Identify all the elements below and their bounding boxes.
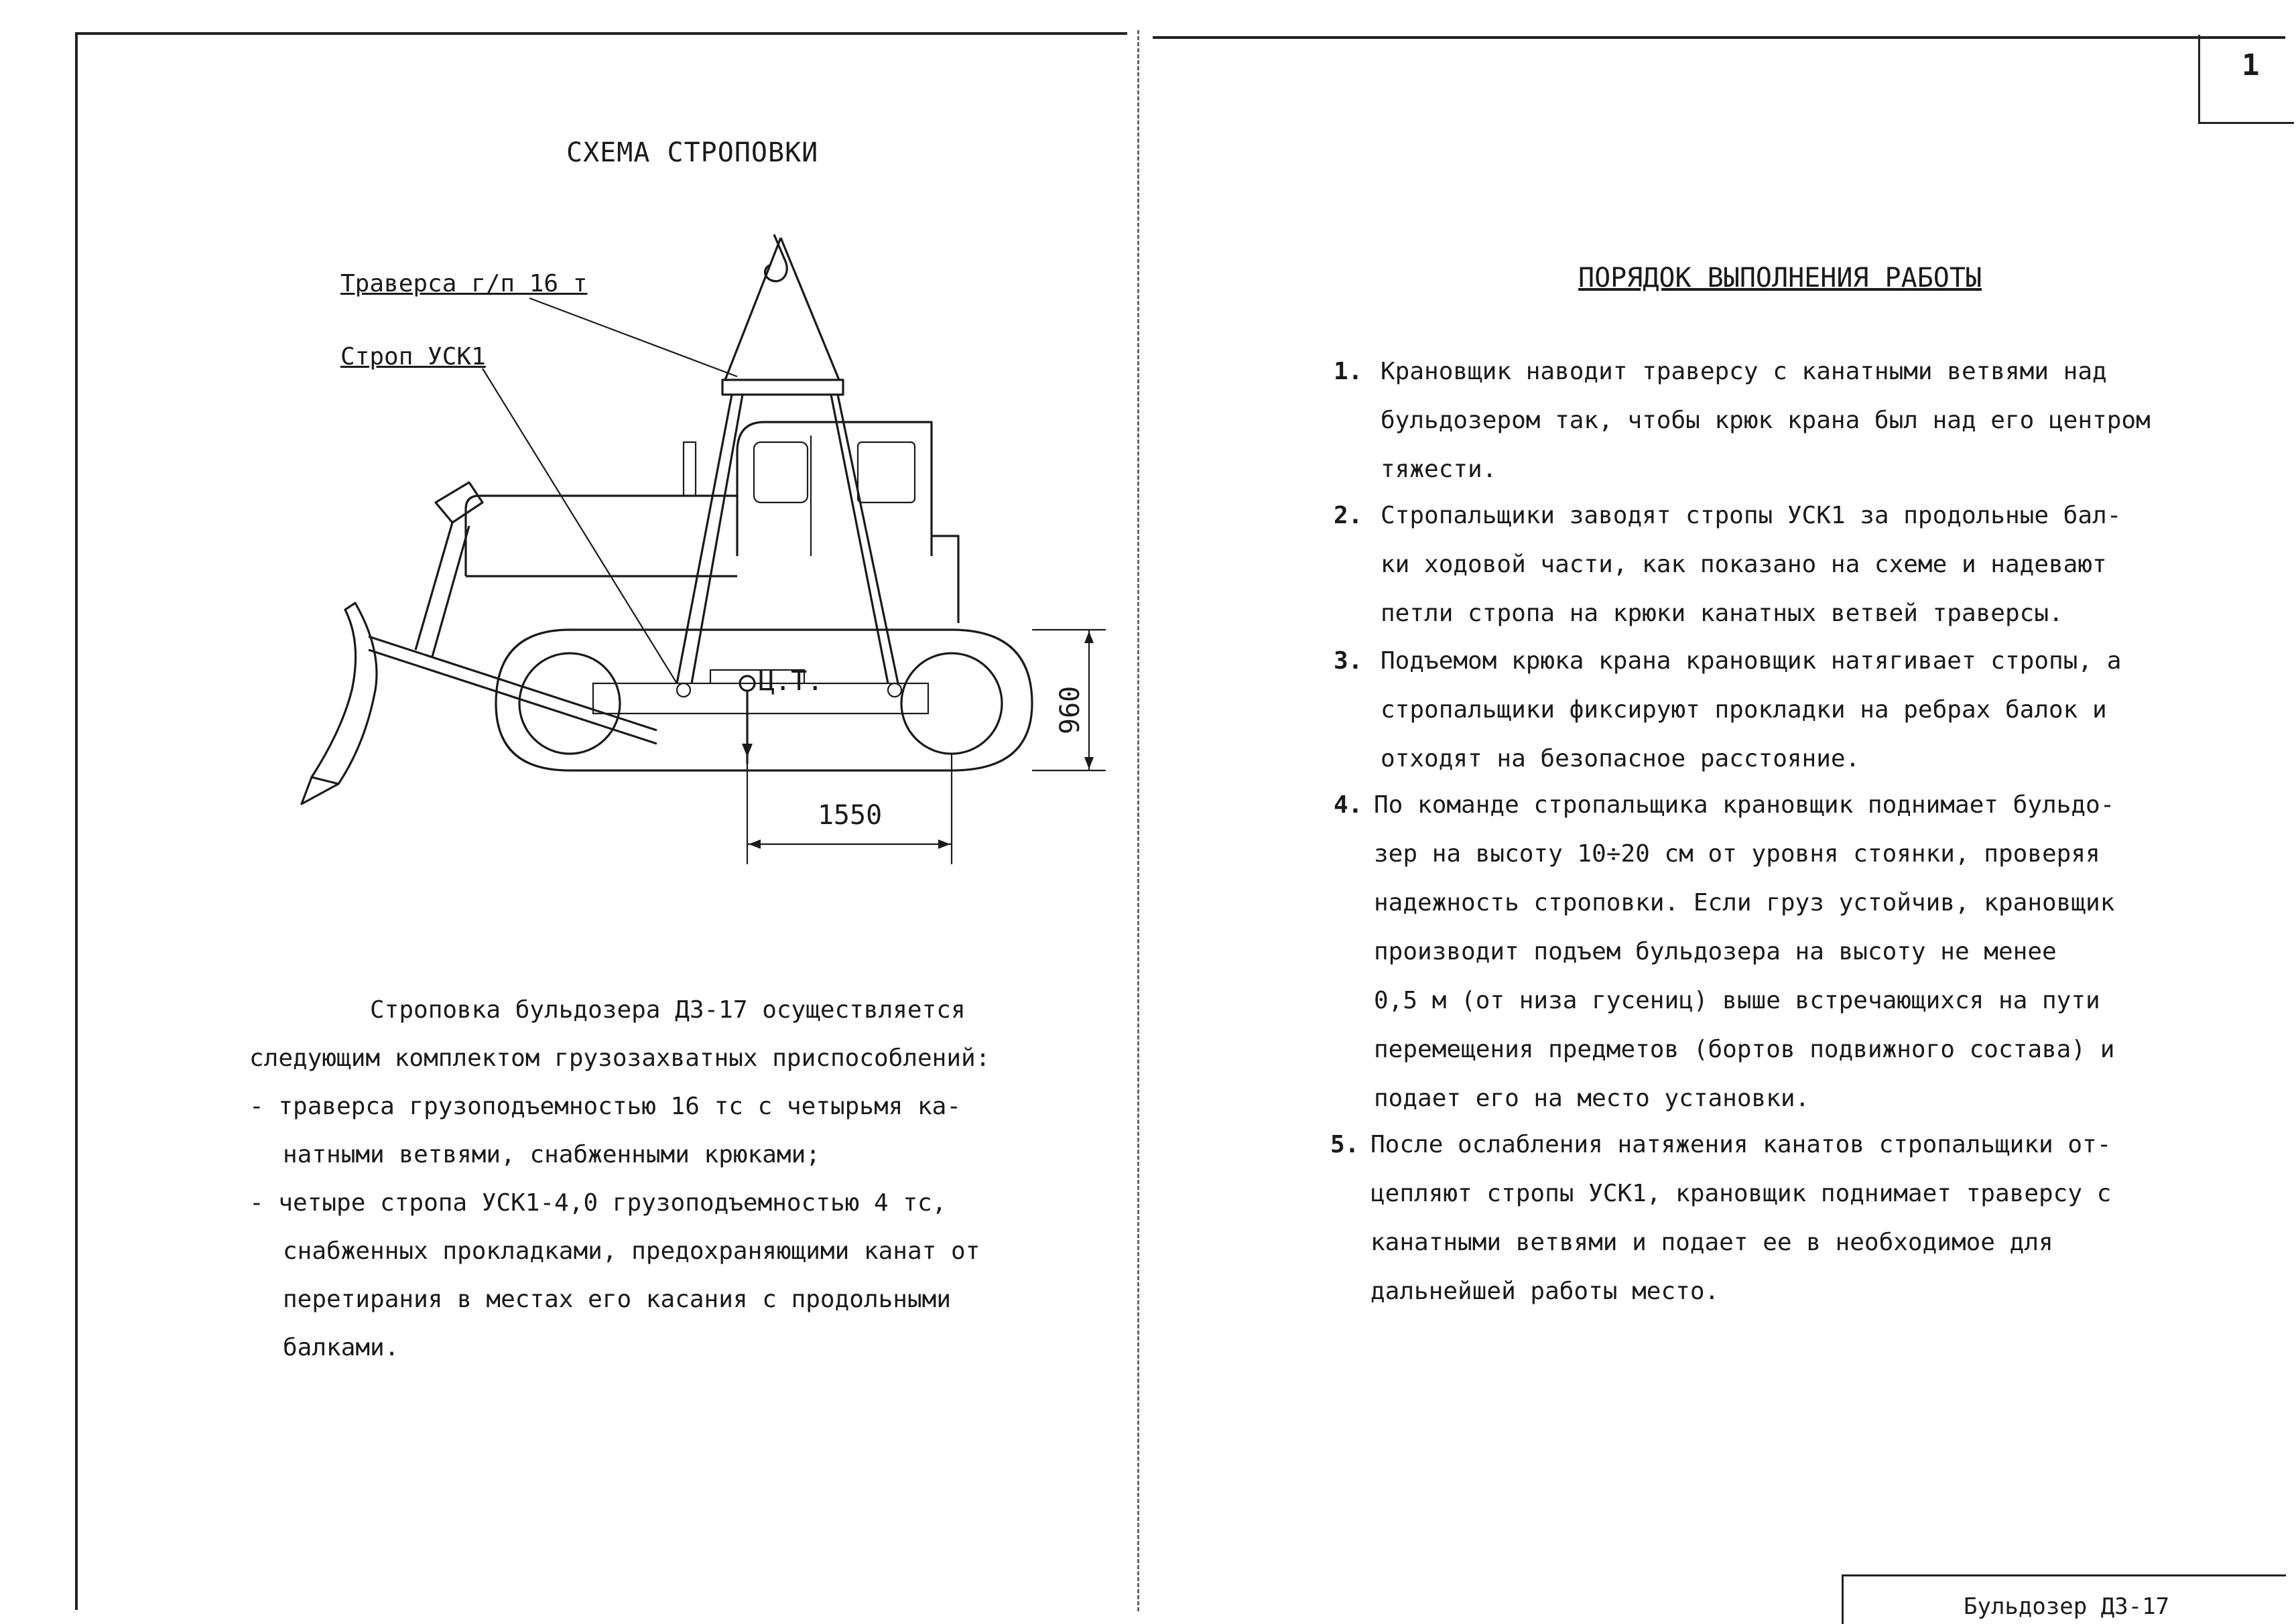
frame-top-left bbox=[75, 32, 1127, 35]
step-4 bbox=[1334, 781, 2114, 1123]
step-line: надежность строповки. Если груз устойчив, крановщик bbox=[1374, 889, 2115, 917]
step-line: Стропальщики заводят стропы УСК1 за продольные бал- bbox=[1381, 502, 2122, 529]
step-number: 2. bbox=[1334, 502, 1363, 529]
description-line: - четыре стропа УСК1-4,0 грузоподъемностью 4 тс, bbox=[249, 1189, 947, 1217]
step-line: После ослабления натяжения канатов стропальщики от- bbox=[1370, 1131, 2112, 1158]
section-title: ПОРЯДОК ВЫПОЛНЕНИЯ РАБОТЫ bbox=[1578, 263, 1982, 293]
step-line: производит подъем бульдозера на высоту не менее bbox=[1374, 938, 2057, 965]
description-line: - траверса грузоподъемностью 16 тс с четырьмя ка- bbox=[249, 1093, 962, 1120]
step-2 bbox=[1334, 491, 2121, 638]
step-line: Крановщик наводит траверсу с канатными ветвями над bbox=[1381, 358, 2107, 385]
footer-label: Бульдозер ДЗ-17 bbox=[1964, 1593, 2170, 1620]
cg-label: Ц.Т. bbox=[759, 666, 824, 697]
traverse-label: Траверса г/п 16 т bbox=[340, 270, 588, 297]
step-line: перемещения предметов (бортов подвижного состава) и bbox=[1374, 1036, 2115, 1063]
step-line: петли стропа на крюки канатных ветвей траверсы. bbox=[1381, 600, 2063, 627]
frame-top-right bbox=[1153, 36, 2285, 39]
description-line: снабженных прокладками, предохраняющими канат от bbox=[283, 1237, 980, 1265]
diagram-title: СХЕМА СТРОПОВКИ bbox=[566, 137, 819, 168]
step-line: По команде стропальщика крановщик поднимает бульдо- bbox=[1374, 791, 2115, 819]
frame-left bbox=[75, 32, 78, 1610]
step-number: 1. bbox=[1334, 358, 1363, 385]
height-dimension: 960 bbox=[1055, 685, 1086, 735]
step-line: Подъемом крюка крана крановщик натягивает стропы, а bbox=[1381, 647, 2122, 675]
step-line: зер на высоту 10÷20 см от уровня стоянки, проверяя bbox=[1374, 840, 2100, 868]
bulldozer-slinging-diagram bbox=[281, 221, 1126, 878]
page-fold-line bbox=[1137, 30, 1139, 1611]
sling-label: Строп УСК1 bbox=[340, 343, 486, 370]
description-line: Строповка бульдозера ДЗ-17 осуществляется bbox=[370, 996, 966, 1024]
step-number: 5. bbox=[1330, 1131, 1360, 1158]
step-line: канатными ветвями и подает ее в необходимое для bbox=[1370, 1229, 2053, 1256]
description-paragraph bbox=[249, 986, 990, 1372]
step-3 bbox=[1334, 636, 2121, 783]
step-1 bbox=[1334, 347, 2151, 494]
length-dimension: 1550 bbox=[817, 800, 883, 831]
description-line: натными ветвями, снабженными крюками; bbox=[283, 1141, 820, 1168]
step-line: 0,5 м (от низа гусениц) выше встречающихся на пути bbox=[1374, 987, 2100, 1014]
step-line: дальнейшей работы место. bbox=[1370, 1278, 1720, 1305]
step-line: подает его на место установки. bbox=[1374, 1085, 1810, 1112]
step-number: 4. bbox=[1334, 791, 1363, 819]
step-line: отходят на безопасное расстояние. bbox=[1381, 745, 1860, 772]
step-line: стропальщики фиксируют прокладки на ребрах балок и bbox=[1381, 696, 2107, 724]
step-line: ки ходовой части, как показано на схеме и надевают bbox=[1381, 551, 2107, 578]
description-line: следующим комплектом грузозахватных приспособлений: bbox=[249, 1044, 991, 1072]
step-line: цепляют стропы УСК1, крановщик поднимает траверсу с bbox=[1370, 1180, 2112, 1207]
description-line: балками. bbox=[283, 1334, 399, 1361]
step-line: тяжести. bbox=[1381, 456, 1497, 483]
step-line: бульдозером так, чтобы крюк крана был над его центром bbox=[1381, 407, 2151, 434]
step-number: 3. bbox=[1334, 647, 1363, 675]
step-5 bbox=[1330, 1120, 2111, 1316]
description-line: перетирания в местах его касания с продольными bbox=[283, 1286, 951, 1313]
page-number: 1 bbox=[2242, 48, 2260, 82]
